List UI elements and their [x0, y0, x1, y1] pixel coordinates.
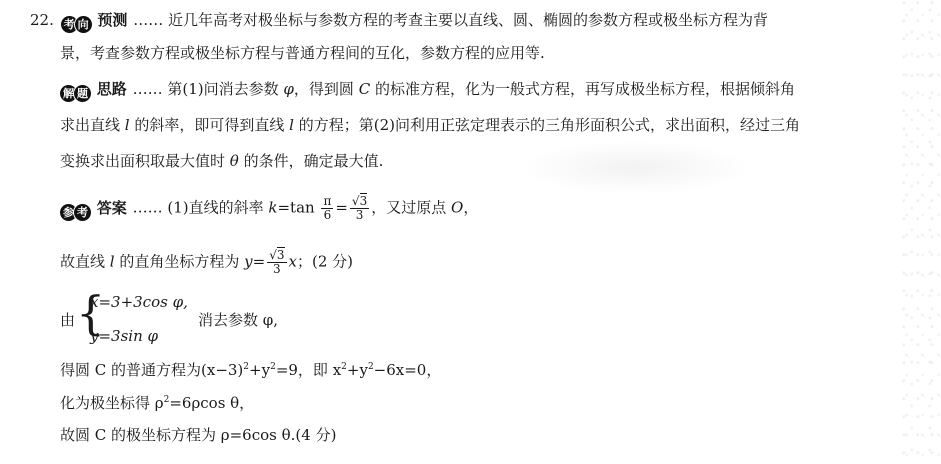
fraction-denominator: 6 — [323, 208, 332, 222]
answer-text: 故圆 C 的极坐标方程为 ρ=6cos θ.(4 分) — [60, 426, 337, 444]
answer-line-7 — [60, 425, 336, 445]
fraction-sqrt3-over-3 — [350, 195, 369, 222]
scan-smudge — [520, 140, 750, 195]
fraction-numerator — [267, 249, 286, 263]
fraction-denominator: 3 — [273, 262, 281, 276]
answer-text: 由 — [60, 311, 76, 329]
answer-text: 化为极坐标得 ρ — [60, 394, 164, 412]
answer-badge — [60, 204, 91, 221]
prediction-text: 近几年高考对极坐标与参数方程的考查主要以直线、圆、椭圆的参数方程或极坐标方程为背 — [168, 11, 769, 29]
answer-text: ；(2 分) — [296, 252, 353, 271]
approach-text: 求出直线 — [60, 116, 125, 134]
badge-char: 向 — [75, 16, 92, 33]
exponent: 2 — [270, 362, 276, 372]
approach-text: ，得到圆 — [293, 80, 359, 98]
approach-text: 的条件，确定最大值. — [238, 152, 384, 170]
fraction-sqrt3-over-3 — [267, 249, 286, 276]
fraction-denominator: 3 — [355, 208, 364, 222]
approach-text: 变换求出面积取最大值时 — [60, 152, 230, 170]
answer-line-5 — [60, 360, 441, 380]
approach-text: 第(1)问消去参数 — [167, 80, 284, 98]
heading-dots: …… — [132, 80, 163, 98]
answer-line-1 — [60, 195, 478, 222]
prediction-line-1 — [30, 10, 768, 33]
math-var: l — [109, 252, 115, 271]
answer-text: =9，即 x — [275, 361, 342, 379]
fraction-pi-over-6 — [321, 195, 333, 222]
scan-edge-noise — [901, 0, 941, 464]
badge-char: 考 — [74, 204, 91, 221]
sqrt-radicand: 3 — [359, 194, 368, 208]
system-equation-2: y=3sin φ — [90, 327, 159, 345]
approach-line-1 — [60, 79, 795, 102]
math-var: C — [358, 80, 371, 98]
math-var: y — [244, 252, 253, 271]
answer-text: =6ρcos θ， — [169, 394, 255, 412]
sqrt-radicand: 3 — [276, 248, 285, 262]
exponent: 2 — [243, 362, 250, 372]
badge-char: 解 — [60, 85, 77, 102]
exponent: 2 — [341, 362, 347, 372]
heading-dots: …… — [132, 198, 163, 217]
answer-text: ，又过原点 — [371, 198, 451, 217]
prediction-badge — [61, 16, 92, 33]
fraction-numerator — [350, 195, 369, 209]
approach-line-3 — [60, 151, 383, 171]
answer-line-2 — [60, 249, 353, 276]
answer-text: (1)直线的斜率 — [167, 198, 269, 217]
exponent: 2 — [163, 395, 170, 405]
answer-text: =tan — [277, 198, 320, 217]
math-var: l — [124, 116, 130, 134]
badge-char: 考 — [61, 16, 78, 33]
answer-text: 故直线 — [60, 252, 110, 271]
sqrt-icon: √ — [269, 248, 277, 262]
approach-badge — [60, 85, 91, 102]
approach-text: 的方程；第(2)问利用正弦定理表示的三角形面积公式，求出面积，经过三角 — [293, 116, 800, 134]
system-equation-1: x=3+3cos φ, — [90, 293, 188, 311]
approach-text: 的标准方程，化为一般式方程，再写成极坐标方程，根据倾斜角 — [370, 80, 795, 98]
answer-text: = — [252, 252, 266, 271]
badge-char: 题 — [74, 85, 91, 102]
answer-text: +y — [249, 361, 271, 379]
answer-heading: 答案 — [96, 198, 127, 217]
answer-text: −6x=0， — [373, 361, 442, 379]
math-var: l — [289, 116, 294, 134]
badge-char: 参 — [60, 204, 77, 221]
sqrt-icon: √ — [351, 194, 360, 208]
approach-text: 的斜率，即可得到直线 — [129, 116, 290, 134]
approach-heading: 思路 — [96, 80, 127, 98]
prediction-heading: 预测 — [97, 11, 128, 29]
exponent: 2 — [367, 362, 374, 372]
math-var: φ — [283, 80, 294, 98]
answer-text: 得圆 C 的普通方程为(x−3) — [60, 361, 244, 379]
system-prefix — [60, 310, 75, 330]
heading-dots: …… — [133, 11, 164, 29]
fraction-numerator: π — [323, 194, 332, 208]
math-var: θ — [229, 152, 239, 170]
prediction-line-2 — [60, 43, 545, 63]
answer-line-6 — [60, 393, 254, 413]
answer-text: ， — [463, 198, 479, 217]
answer-text: 的直角坐标方程为 — [114, 252, 245, 271]
math-var: x — [288, 252, 297, 271]
left-brace-icon: { — [76, 286, 106, 340]
system-suffix: 消去参数 φ, — [198, 311, 279, 329]
answer-text: +y — [346, 361, 368, 379]
math-var: O — [451, 198, 464, 217]
question-number: 22. — [30, 11, 54, 29]
approach-line-2 — [60, 115, 800, 135]
prediction-text: 景，考查参数方程或极坐标方程与普通方程间的互化，参数方程的应用等. — [60, 44, 545, 62]
math-var: k — [268, 198, 278, 217]
answer-text: = — [335, 198, 348, 217]
